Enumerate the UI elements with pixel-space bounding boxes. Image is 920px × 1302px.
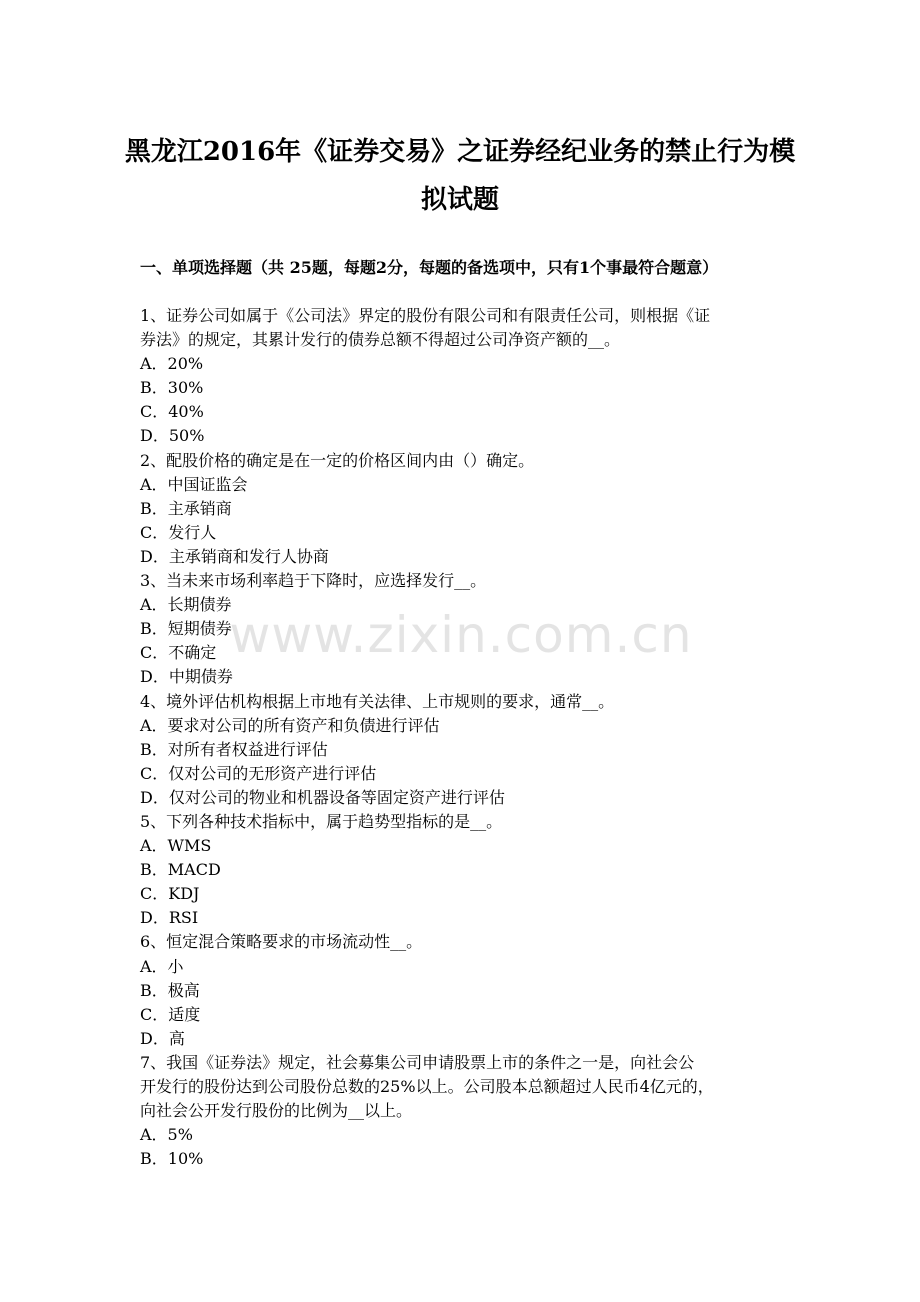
option-c: C．仅对公司的无形资产进行评估: [140, 763, 377, 783]
document-title-line-1: 黑龙江2016年《证券交易》之证券经纪业务的禁止行为模: [124, 137, 796, 167]
option-a: A．20%: [140, 354, 204, 374]
option-a: A．中国证监会: [140, 474, 248, 494]
section-heading: 一、单项选择题（共 25题，每题2分，每题的备选项中，只有1个事最符合题意）: [140, 258, 719, 277]
option-c: C．发行人: [140, 522, 217, 542]
option-c: C．不确定: [140, 643, 217, 663]
option-a: A．要求对公司的所有资产和负债进行评估: [140, 715, 440, 735]
option-d: D．RSI: [140, 908, 199, 928]
question-text-line: 券法》的规定，其累计发行的债券总额不得超过公司净资产额的__。: [140, 330, 621, 350]
question-list: [140, 304, 785, 1171]
option-a: A．长期债券: [140, 595, 232, 615]
option-c: C．40%: [140, 402, 204, 422]
option-b: B．30%: [140, 378, 204, 398]
option-d: D．高: [140, 1028, 185, 1048]
question-3: [140, 569, 785, 689]
question-7: [140, 1051, 785, 1171]
option-d: D．50%: [140, 426, 205, 446]
question-text-line: 4、境外评估机构根据上市地有关法律、上市规则的要求，通常__。: [140, 691, 615, 711]
option-d: D．主承销商和发行人协商: [140, 546, 329, 566]
option-b: B．短期债券: [140, 619, 232, 639]
question-1: [140, 304, 785, 449]
question-text-line: 6、恒定混合策略要求的市场流动性__。: [140, 932, 423, 952]
document-title-line-2: 拟试题: [420, 185, 499, 215]
option-c: C．适度: [140, 1004, 201, 1024]
option-a: A．WMS: [140, 836, 212, 856]
question-text-line: 5、下列各种技术指标中，属于趋势型指标的是__。: [140, 811, 503, 831]
question-text-line: 1、证券公司如属于《公司法》界定的股份有限公司和有限责任公司，则根据《证: [140, 306, 711, 325]
question-6: [140, 930, 785, 1050]
option-b: B．主承销商: [140, 498, 232, 518]
option-b: B．对所有者权益进行评估: [140, 739, 328, 759]
question-text-line: 2、配股价格的确定是在一定的价格区间内由（）确定。: [140, 450, 535, 470]
question-text-line: 7、我国《证券法》规定，社会募集公司申请股票上市的条件之一是，向社会公: [140, 1052, 695, 1072]
option-b: B．极高: [140, 980, 200, 1000]
question-4: [140, 690, 785, 810]
question-text-line: 3、当未来市场利率趋于下降时，应选择发行__。: [140, 571, 487, 591]
watermark: www.zixin.com.cn: [229, 606, 693, 664]
option-b: B．MACD: [140, 860, 221, 880]
question-text-line: 向社会公开发行股份的比例为__以上。: [140, 1101, 413, 1121]
option-b: B．10%: [140, 1149, 204, 1169]
option-c: C．KDJ: [140, 884, 200, 904]
option-d: D．仅对公司的物业和机器设备等固定资产进行评估: [140, 787, 505, 807]
option-d: D．中期债券: [140, 667, 233, 687]
question-5: [140, 810, 785, 930]
option-a: A．5%: [140, 1125, 193, 1145]
question-text-line: 开发行的股份达到公司股份总数的25%以上。公司股本总额超过人民币4亿元的，: [140, 1077, 714, 1096]
question-2: [140, 449, 785, 569]
option-a: A．小: [140, 956, 184, 976]
